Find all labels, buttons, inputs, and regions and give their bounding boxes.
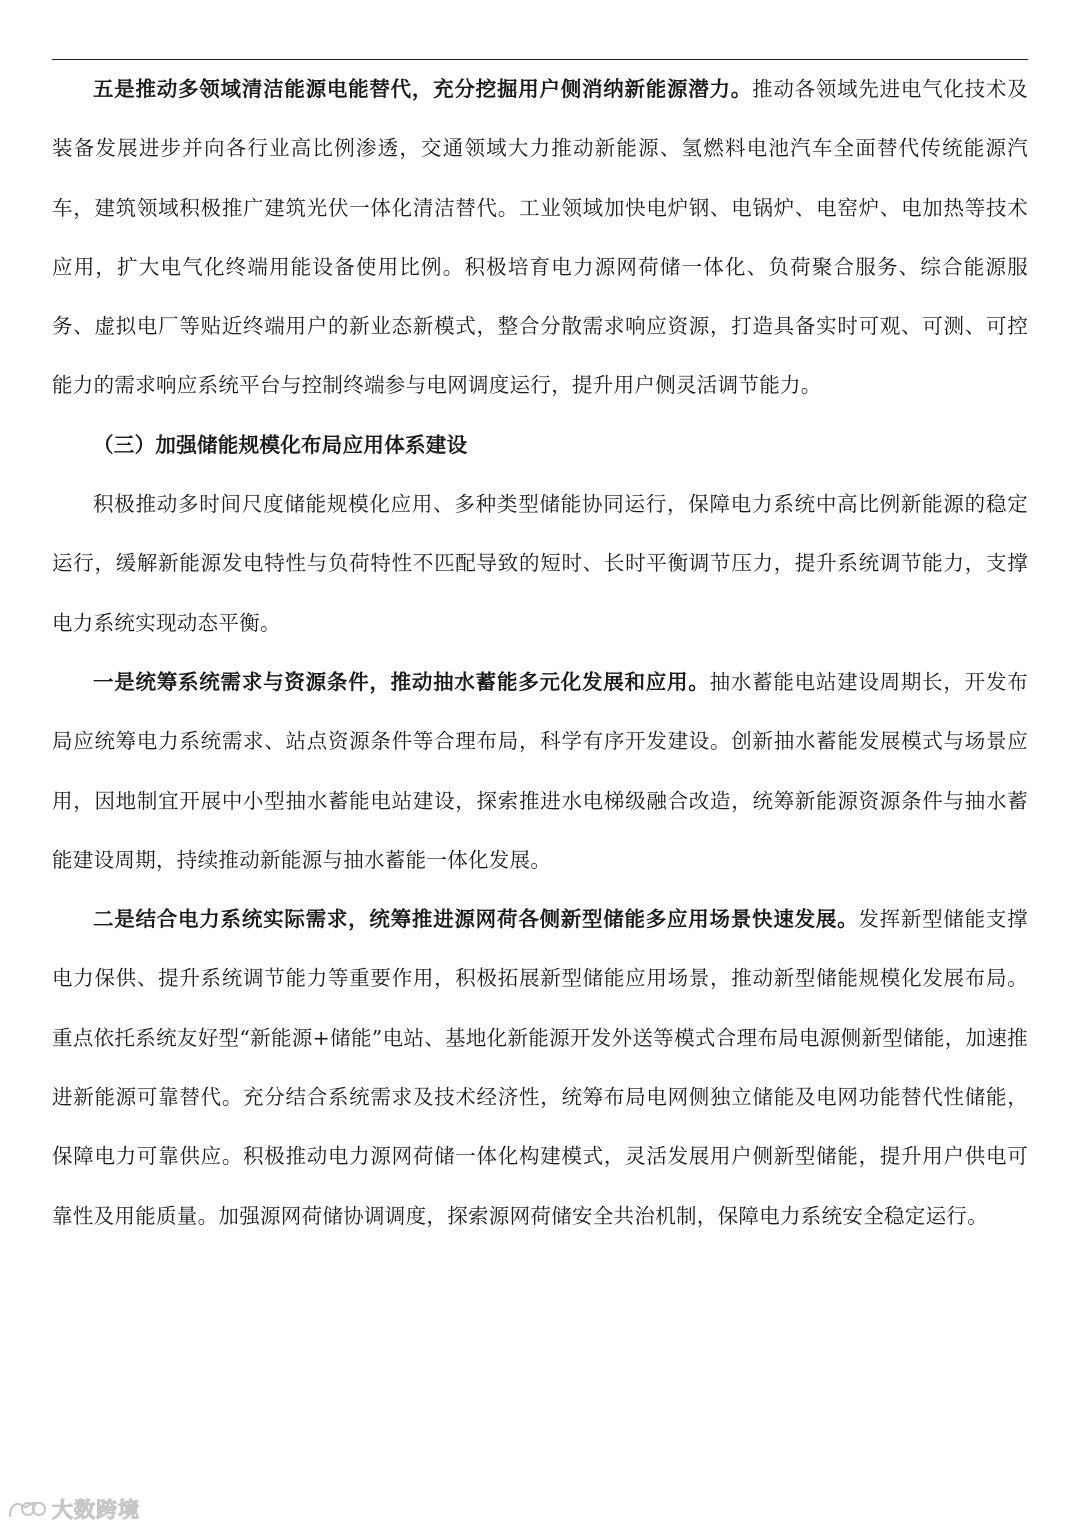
paragraph-pumped-storage xyxy=(52,653,1028,890)
paragraph-lead: 二是结合电力系统实际需求，统筹推进源网荷各侧新型储能多应用场景快速发展。 xyxy=(93,907,859,932)
watermark xyxy=(6,1494,140,1524)
watermark-logo-icon xyxy=(6,1497,48,1521)
paragraph-electrification xyxy=(52,60,1028,416)
paragraph-text: 抽水蓄能电站建设周期长，开发布局应统筹电力系统需求、站点资源条件等合理布局，科学有序开发建设。创新抽水蓄能发展模式与场景应用，因地制宜开展中小型抽水蓄能电站建设，探索推进水电梯级融合改造，统筹新能源资源条件与抽水蓄能建设周期，持续推动新能源与抽水蓄能一体化发展。 xyxy=(52,669,1029,872)
document-body xyxy=(52,60,1028,1246)
paragraph-new-storage xyxy=(52,890,1028,1246)
watermark-text: 大数跨境 xyxy=(52,1498,140,1522)
paragraph-lead: 一是统筹系统需求与资源条件，推动抽水蓄能多元化发展和应用。 xyxy=(93,669,710,694)
section-heading: （三）加强储能规模化布局应用体系建设 xyxy=(93,432,468,457)
paragraph-lead: 五是推动多领域清洁能源电能替代，充分挖掘用户侧消纳新能源潜力。 xyxy=(93,77,753,101)
paragraph-text: 发挥新型储能支撑电力保供、提升系统调节能力等重要作用，积极拓展新型储能应用场景，推动新型储能规模化发展布局。重点依托系统友好型“新能源+储能”电站、基地化新能源开发外送等模式合理布局电源侧新型储能，加速推进新能源可靠替代。充分结合系统需求及技术经济性，统筹布局电网侧独立储能及电网功能替代性储能，保障电力可靠供应。积极推动电力源网荷储一体化构建模式，灵活发展用户侧新型储能，提升用户供电可靠性及用能质量。加强源网荷储协调调度，探索源网荷储安全共治机制，保障电力系统安全稳定运行。 xyxy=(52,907,1028,1228)
paragraph-text: 推动各领域先进电气化技术及装备发展进步并向各行业高比例渗透，交通领域大力推动新能源、氢燃料电池汽车全面替代传统能源汽车，建筑领域积极推广建筑光伏一体化清洁替代。工业领域加快电炉钢、电锅炉、电窑炉、电加热等技术应用，扩大电气化终端用能设备使用比例。积极培育电力源网荷储一体化、负荷聚合服务、综合能源服务、虚拟电厂等贴近终端用户的新业态新模式，整合分散需求响应资源，打造具备实时可观、可测、可控能力的需求响应系统平台与控制终端参与电网调度运行，提升用户侧灵活调节能力。 xyxy=(52,77,1028,398)
paragraph-storage-intro xyxy=(52,475,1028,653)
paragraph-text: 积极推动多时间尺度储能规模化应用、多种类型储能协同运行，保障电力系统中高比例新能源的稳定运行，缓解新能源发电特性与负荷特性不匹配导致的短时、长时平衡调节压力，提升系统调节能力，支撑电力系统实现动态平衡。 xyxy=(52,492,1028,635)
